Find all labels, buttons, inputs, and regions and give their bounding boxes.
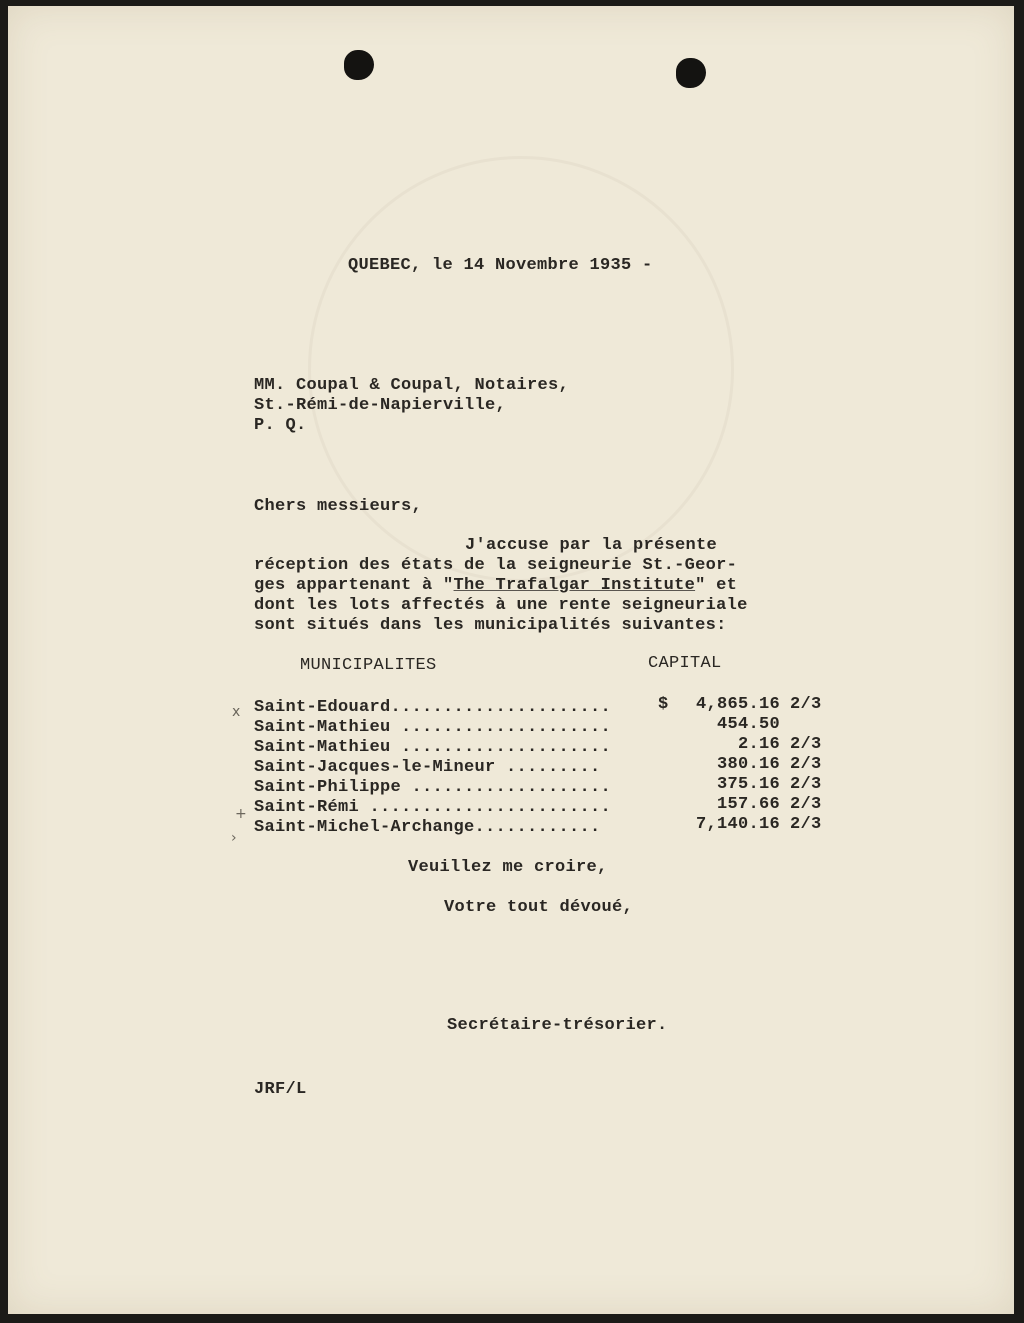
row-fraction: 2/3 [790, 755, 822, 774]
body-line-2: réception des états de la seigneurie St.-Geor- [254, 556, 738, 575]
date-line: QUEBEC, le 14 Novembre 1935 - [348, 256, 653, 275]
reference-initials: JRF/L [254, 1080, 307, 1099]
row-name: Saint-Michel-Archange............ [254, 818, 601, 837]
address-line-1: MM. Coupal & Coupal, Notaires, [254, 376, 570, 395]
row-name: Saint-Edouard..................... [254, 698, 612, 717]
row-name: Saint-Jacques-le-Mineur ......... [254, 758, 601, 777]
row-fraction: 2/3 [790, 795, 822, 814]
body-line-3-prefix: ges appartenant à " [254, 576, 454, 595]
row-amount: 4,865.16 [695, 695, 780, 714]
row-amount: 375.16 [716, 775, 780, 794]
margin-mark-tick: › [231, 830, 237, 846]
row-fraction: 2/3 [790, 815, 822, 834]
body-line-1: J'accuse par la présente [465, 536, 718, 555]
row-name: Saint-Philippe ................... [254, 778, 612, 797]
margin-mark-plus: + [235, 806, 247, 822]
row-amount: 7,140.16 [695, 815, 780, 834]
currency-sign: $ [658, 695, 669, 714]
row-fraction: 2/3 [790, 735, 822, 754]
punch-hole-left [344, 50, 374, 80]
row-amount: 380.16 [716, 755, 780, 774]
header-municipalites: MUNICIPALITES [300, 656, 437, 675]
row-amount: 2.16 [737, 735, 780, 754]
address-line-3: P. Q. [254, 416, 307, 435]
signature-title: Secrétaire-trésorier. [447, 1016, 668, 1035]
body-line-3 [254, 576, 737, 596]
row-fraction: 2/3 [790, 695, 822, 714]
body-line-4: dont les lots affectés à une rente seigneuriale [254, 596, 748, 615]
punch-hole-right [676, 58, 706, 88]
faded-watermark-stamp [308, 156, 734, 582]
header-capital: CAPITAL [648, 654, 722, 673]
row-amount: 454.50 [716, 715, 780, 734]
body-line-3-suffix: " et [695, 576, 738, 595]
row-name: Saint-Rémi ....................... [254, 798, 612, 817]
letter-page [8, 6, 1014, 1314]
body-line-5: sont situés dans les municipalités suivantes: [254, 616, 727, 635]
institute-name: The Trafalgar Institute [453, 576, 696, 595]
margin-mark-x: x [232, 704, 241, 720]
address-line-2: St.-Rémi-de-Napierville, [254, 396, 507, 415]
salutation: Chers messieurs, [254, 497, 423, 516]
closing-2: Votre tout dévoué, [444, 898, 634, 917]
row-name: Saint-Mathieu .................... [254, 718, 612, 737]
row-amount: 157.66 [716, 795, 780, 814]
row-fraction: 2/3 [790, 775, 822, 794]
closing-1: Veuillez me croire, [408, 858, 608, 877]
row-name: Saint-Mathieu .................... [254, 738, 612, 757]
